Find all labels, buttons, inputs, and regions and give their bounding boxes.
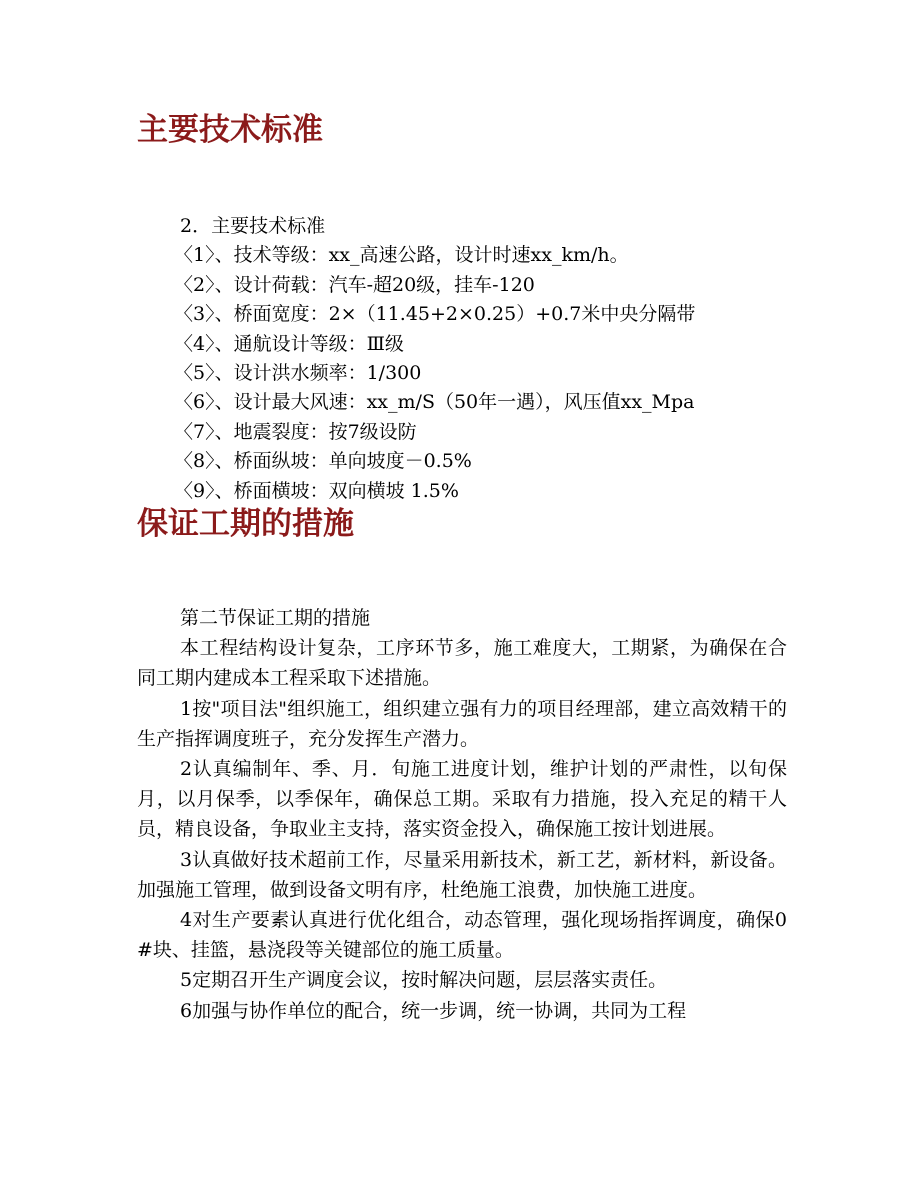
standard-item-6: 〈6〉、设计最大风速：xx_m/S（50年一遇），风压值xx_Mpa — [174, 391, 695, 414]
standard-item-8: 〈8〉、桥面纵坡：单向坡度－0.5% — [174, 450, 472, 473]
standard-item-4: 〈4〉、通航设计等级：Ⅲ级 — [174, 332, 404, 355]
section-subtitle: 第二节保证工期的措施 — [180, 607, 371, 629]
standard-item-3: 〈3〉、桥面宽度：2×（11.45+2×0.25）+0.7米中央分隔带 — [174, 303, 696, 326]
technical-standards-subtitle: 2．主要技术标准 — [180, 215, 326, 237]
standard-item-2: 〈2〉、设计荷载：汽车-超20级，挂车-120 — [174, 273, 535, 296]
paragraph-measure-3: 3认真做好技术超前工作，尽量采用新技术，新工艺，新材料，新设备。加强施工管理，做到设备文明有序，杜绝施工浪费，加快施工进度。 — [137, 848, 787, 901]
paragraph-measure-2: 2认真编制年、季、月．旬施工进度计划，维护计划的严肃性，以旬保月，以月保季，以季保年，确保总工期。采取有力措施，投入充足的精干人员，精良设备，争取业主支持，落实资金投入，确保施工按计划进展。 — [137, 758, 787, 841]
paragraph-intro: 本工程结构设计复杂，工序环节多，施工难度大，工期紧，为确保在合同工期内建成本工程采取下述措施。 — [137, 637, 787, 690]
paragraph-measure-5: 5定期召开生产调度会议，按时解决问题，层层落实责任。 — [180, 969, 668, 992]
schedule-measures-body — [137, 603, 787, 1026]
paragraph-measure-6: 6加强与协作单位的配合，统一步调，统一协调，共同为工程 — [180, 999, 687, 1022]
paragraph-measure-1: 1按"项目法"组织施工，组织建立强有力的项目经理部，建立高效精干的生产指挥调度班子，充分发挥生产潜力。 — [137, 697, 787, 750]
standard-item-7: 〈7〉、地震裂度：按7级设防 — [174, 420, 417, 443]
standard-item-1: 〈1〉、技术等级：xx_高速公路，设计时速xx_km/h。 — [174, 244, 629, 267]
section-heading-technical-standards: 主要技术标准 — [137, 112, 323, 148]
section-heading-schedule-measures: 保证工期的措施 — [137, 506, 354, 542]
standard-item-5: 〈5〉、设计洪水频率：1/300 — [174, 362, 422, 385]
paragraph-measure-4: 4对生产要素认真进行优化组合，动态管理，强化现场指挥调度，确保0#块、挂篮，悬浇段等关键部位的施工质量。 — [137, 909, 787, 962]
standard-item-9: 〈9〉、桥面横坡：双向横坡 1.5% — [174, 479, 459, 502]
technical-standards-list — [174, 212, 696, 506]
